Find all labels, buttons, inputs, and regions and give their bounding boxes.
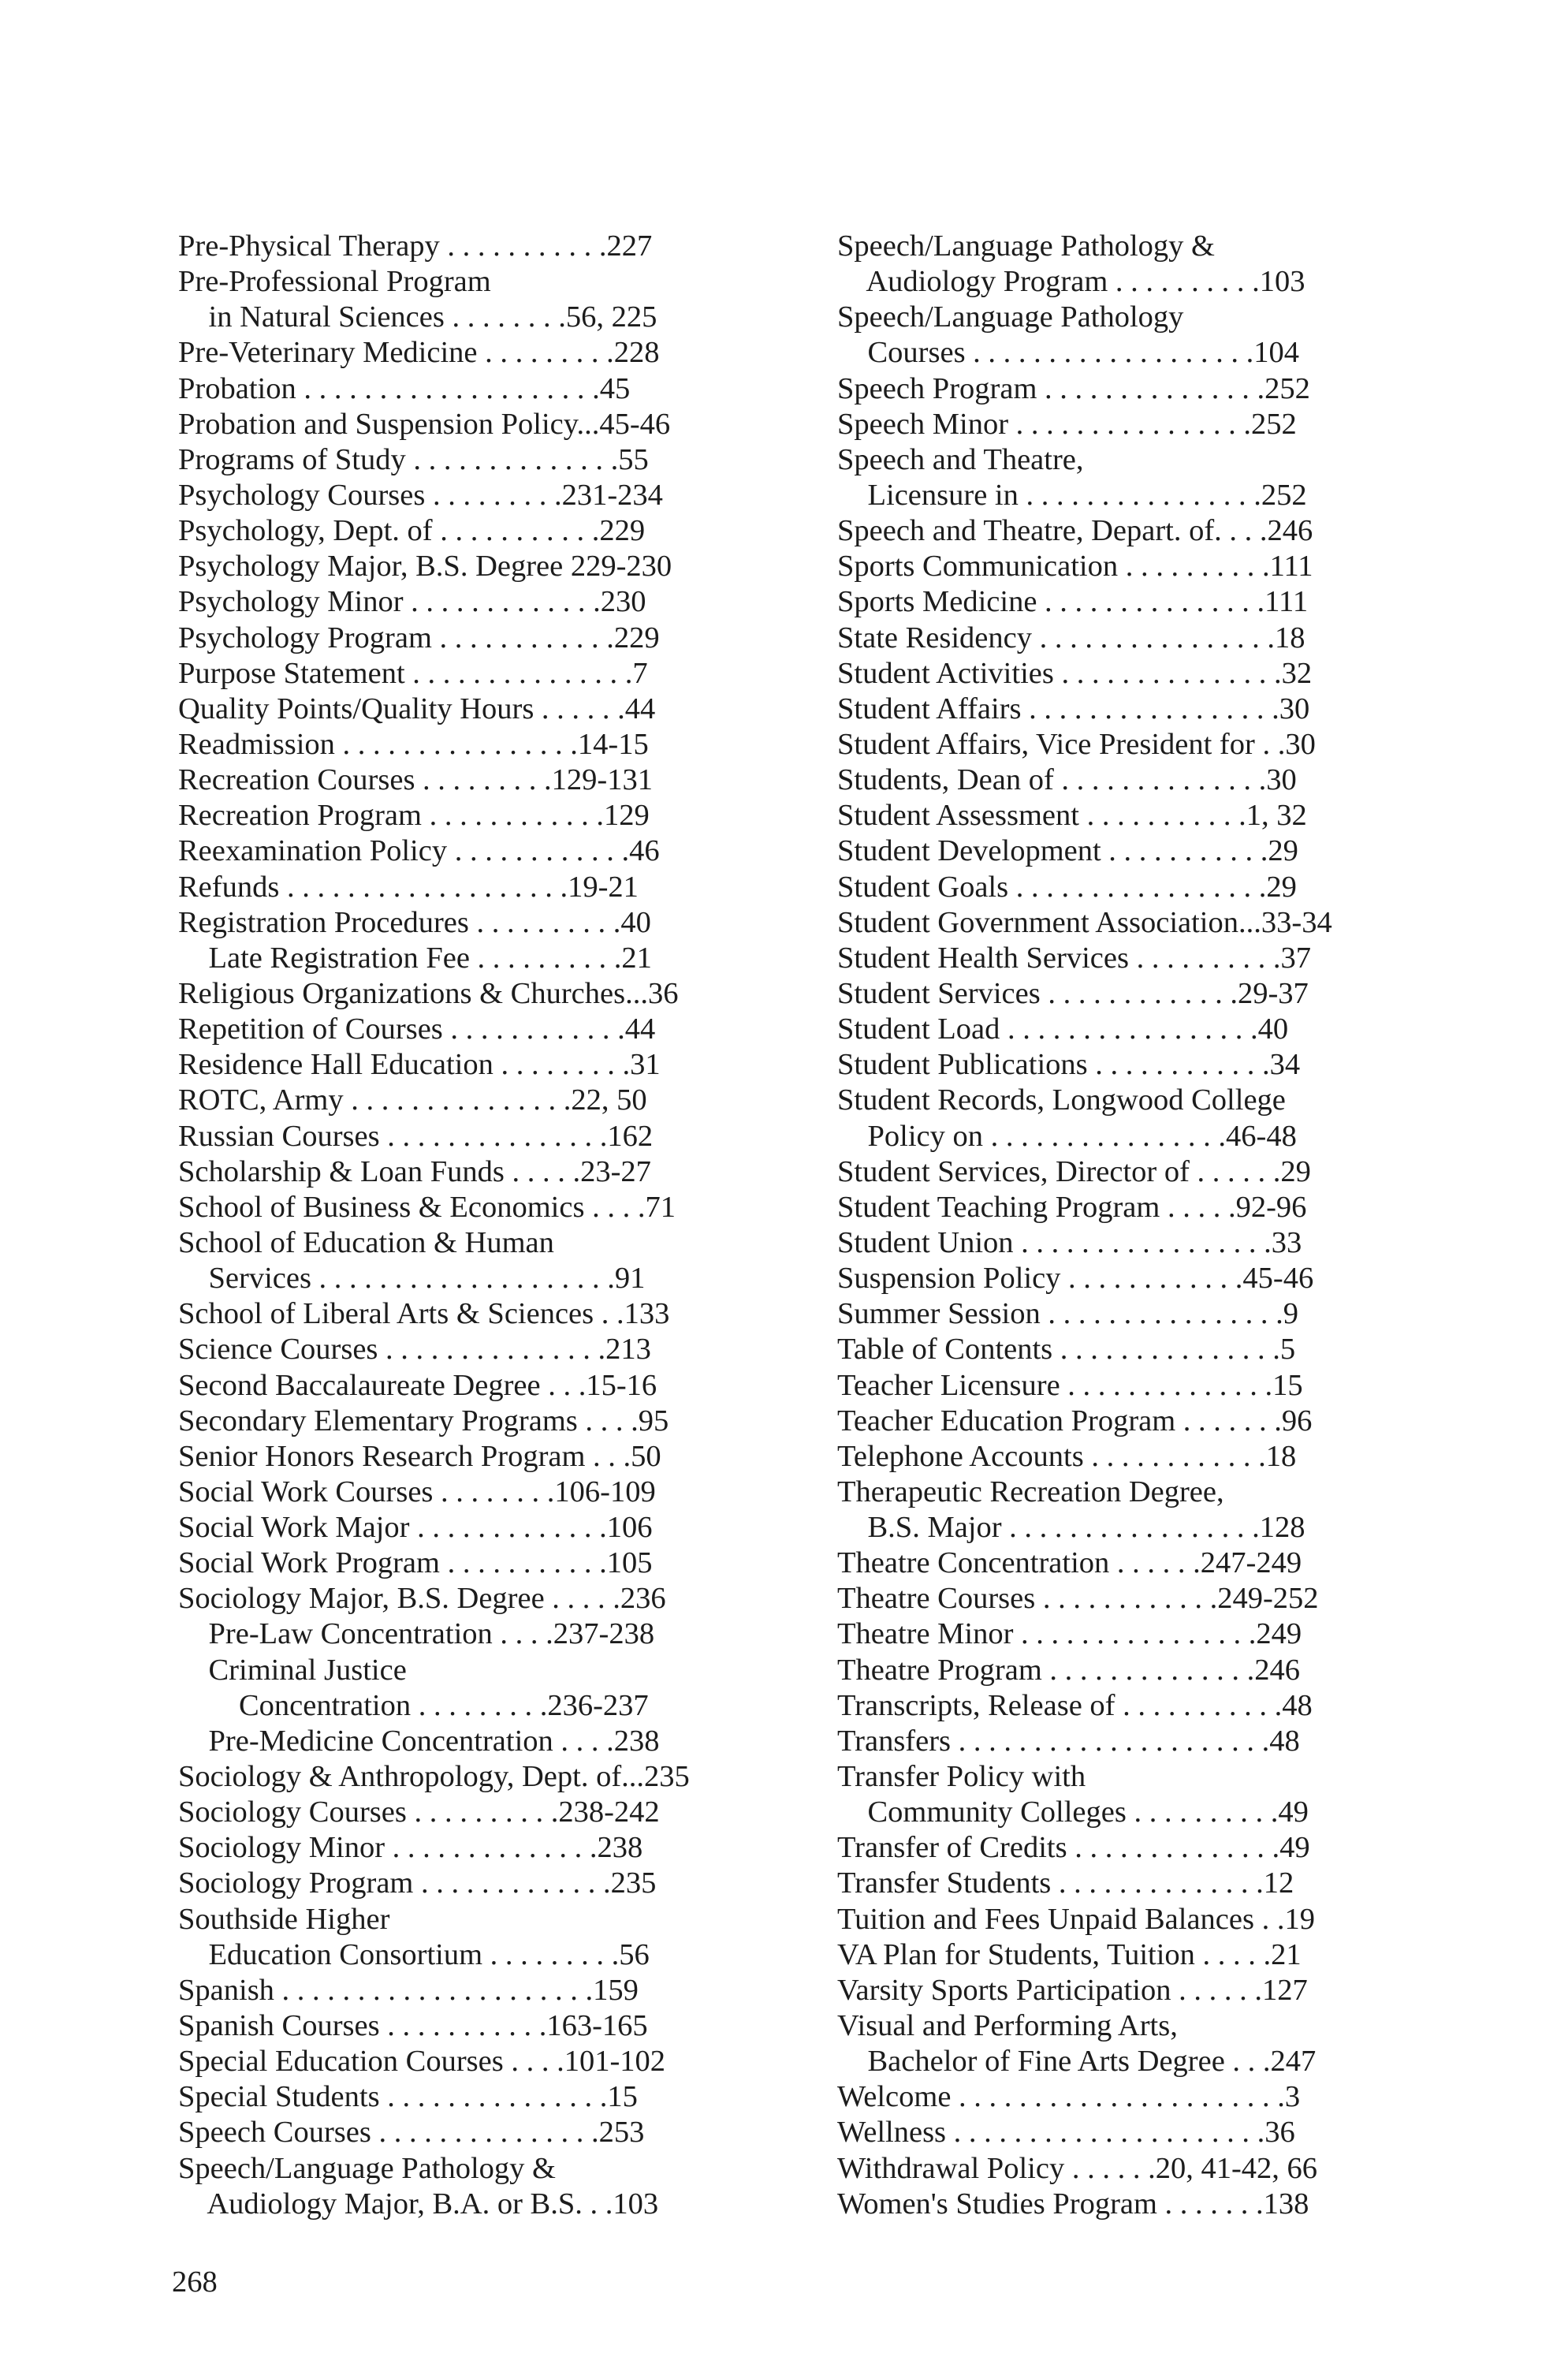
index-entry: Community Colleges . . . . . . . . . .49 bbox=[837, 1795, 1309, 1829]
index-entry: Sociology Program . . . . . . . . . . . . .235 bbox=[178, 1866, 657, 1900]
index-entry: Student Affairs, Vice President for . .30 bbox=[837, 727, 1316, 761]
index-entry: Pre-Medicine Concentration . . . .238 bbox=[178, 1724, 660, 1758]
index-entry: Speech Program . . . . . . . . . . . . . . .252 bbox=[837, 371, 1310, 405]
index-entry: Readmission . . . . . . . . . . . . . . . .14-15 bbox=[178, 727, 649, 761]
index-entry: School of Liberal Arts & Sciences . .133 bbox=[178, 1297, 670, 1331]
index-entry: Probation . . . . . . . . . . . . . . . . . . . .45 bbox=[178, 371, 631, 405]
index-entry: Senior Honors Research Program . . .50 bbox=[178, 1439, 661, 1473]
index-entry: Courses . . . . . . . . . . . . . . . . . . .104 bbox=[837, 336, 1300, 370]
index-entry: Student Assessment . . . . . . . . . . .1, 32 bbox=[837, 799, 1307, 833]
index-entry: Psychology Major, B.S. Degree 229-230 bbox=[178, 550, 672, 584]
index-entry: State Residency . . . . . . . . . . . . . . . .18 bbox=[837, 621, 1305, 654]
index-entry: Repetition of Courses . . . . . . . . . . . .44 bbox=[178, 1012, 656, 1046]
index-entry: Transcripts, Release of . . . . . . . . . . .48 bbox=[837, 1688, 1313, 1722]
index-entry: Student Activities . . . . . . . . . . . . . . .32 bbox=[837, 656, 1313, 690]
index-entry: Teacher Education Program . . . . . . .96 bbox=[837, 1404, 1313, 1437]
index-entry: Speech/Language Pathology & bbox=[837, 229, 1215, 263]
index-entry: Programs of Study . . . . . . . . . . . . . .55 bbox=[178, 442, 649, 476]
index-entry: Religious Organizations & Churches...36 bbox=[178, 976, 679, 1010]
index-entry: Welcome . . . . . . . . . . . . . . . . . . . . . .3 bbox=[837, 2080, 1301, 2114]
index-entry: Social Work Major . . . . . . . . . . . . .106 bbox=[178, 1511, 653, 1545]
index-entry: Theatre Concentration . . . . . .247-249 bbox=[837, 1546, 1302, 1580]
page-number: 268 bbox=[172, 2265, 218, 2299]
index-entry: Transfer Students . . . . . . . . . . . . . .12 bbox=[837, 1866, 1294, 1900]
index-entry: Sociology & Anthropology, Dept. of...235 bbox=[178, 1760, 690, 1794]
index-entry: Reexamination Policy . . . . . . . . . . . .46 bbox=[178, 834, 660, 868]
left-index-column bbox=[178, 229, 785, 2222]
index-entry: Spanish Courses . . . . . . . . . . .163-165 bbox=[178, 2009, 648, 2043]
index-entry: in Natural Sciences . . . . . . . .56, 225 bbox=[178, 300, 657, 334]
index-entry: Pre-Physical Therapy . . . . . . . . . . .227 bbox=[178, 229, 653, 263]
index-entry: Student Services, Director of . . . . . .29 bbox=[837, 1154, 1311, 1188]
index-entry: Suspension Policy . . . . . . . . . . . .45-46 bbox=[837, 1262, 1314, 1296]
index-entry: Student Load . . . . . . . . . . . . . . . . .40 bbox=[837, 1012, 1289, 1046]
index-entry: Sports Communication . . . . . . . . . .111 bbox=[837, 550, 1313, 584]
index-entry: Student Teaching Program . . . . .92-96 bbox=[837, 1190, 1307, 1224]
index-entry: Probation and Suspension Policy...45-46 bbox=[178, 407, 671, 441]
index-entry: Pre-Law Concentration . . . .237-238 bbox=[178, 1617, 655, 1651]
index-entry: Student Goals . . . . . . . . . . . . . . . . .29 bbox=[837, 870, 1297, 904]
index-entry: Registration Procedures . . . . . . . . . .40 bbox=[178, 905, 651, 939]
index-entry: Refunds . . . . . . . . . . . . . . . . . . .19-21 bbox=[178, 870, 639, 904]
index-entry: Psychology Minor . . . . . . . . . . . . .230 bbox=[178, 585, 646, 619]
index-entry: B.S. Major . . . . . . . . . . . . . . . . .128 bbox=[837, 1511, 1305, 1545]
index-entry: Residence Hall Education . . . . . . . . .31 bbox=[178, 1048, 661, 1082]
index-entry: Tuition and Fees Unpaid Balances . .19 bbox=[837, 1902, 1315, 1936]
index-entry: Psychology Courses . . . . . . . . .231-234 bbox=[178, 478, 663, 512]
index-entry: Late Registration Fee . . . . . . . . . .21 bbox=[178, 941, 652, 975]
index-entry: Speech and Theatre, Depart. of. . . .246 bbox=[837, 514, 1313, 548]
index-entry: Speech Minor . . . . . . . . . . . . . . . .252 bbox=[837, 407, 1297, 441]
index-entry: Licensure in . . . . . . . . . . . . . . . .252 bbox=[837, 478, 1307, 512]
index-entry: Speech/Language Pathology & bbox=[178, 2151, 556, 2185]
index-entry: Russian Courses . . . . . . . . . . . . . . .162 bbox=[178, 1119, 654, 1153]
index-entry: Speech/Language Pathology bbox=[837, 300, 1184, 334]
index-entry: School of Business & Economics . . . .71 bbox=[178, 1190, 676, 1224]
index-entry: Student Government Association...33-34 bbox=[837, 905, 1332, 939]
index-entry: Student Publications . . . . . . . . . . . .34 bbox=[837, 1048, 1301, 1082]
index-entry: Telephone Accounts . . . . . . . . . . . .18 bbox=[837, 1439, 1297, 1473]
index-entry: Southside Higher bbox=[178, 1902, 390, 1936]
index-entry: Pre-Veterinary Medicine . . . . . . . . .228 bbox=[178, 336, 660, 370]
index-entry: Concentration . . . . . . . . .236-237 bbox=[178, 1688, 649, 1722]
index-entry: Students, Dean of . . . . . . . . . . . . . .30 bbox=[837, 763, 1297, 797]
index-entry: Women's Studies Program . . . . . . .138 bbox=[837, 2187, 1309, 2221]
index-entry: Varsity Sports Participation . . . . . .127 bbox=[837, 1973, 1308, 2007]
index-entry: Withdrawal Policy . . . . . .20, 41-42, 66 bbox=[837, 2151, 1318, 2185]
index-entry: Student Records, Longwood College bbox=[837, 1083, 1286, 1117]
index-entry: Audiology Major, B.A. or B.S. . .103 bbox=[178, 2187, 659, 2221]
index-entry: Student Union . . . . . . . . . . . . . . . . .33 bbox=[837, 1225, 1302, 1259]
right-index-column bbox=[837, 229, 1421, 2222]
index-entry: Student Services . . . . . . . . . . . . .29-37 bbox=[837, 976, 1309, 1010]
index-entry: Policy on . . . . . . . . . . . . . . . .46-48 bbox=[837, 1119, 1297, 1153]
index-entry: Pre-Professional Program bbox=[178, 265, 491, 299]
index-entry: Therapeutic Recreation Degree, bbox=[837, 1475, 1224, 1508]
index-entry: Speech and Theatre, bbox=[837, 442, 1084, 476]
index-entry: Second Baccalaureate Degree . . .15-16 bbox=[178, 1368, 657, 1402]
index-entry: Sociology Major, B.S. Degree . . . . .236 bbox=[178, 1582, 666, 1616]
index-entry: Services . . . . . . . . . . . . . . . . . . . .91 bbox=[178, 1262, 646, 1296]
index-entry: Bachelor of Fine Arts Degree . . .247 bbox=[837, 2045, 1317, 2079]
index-entry: Social Work Courses . . . . . . . .106-109 bbox=[178, 1475, 656, 1508]
index-entry: School of Education & Human bbox=[178, 1225, 554, 1259]
index-entry: Criminal Justice bbox=[178, 1653, 407, 1687]
index-entry: Transfer Policy with bbox=[837, 1760, 1086, 1794]
index-entry: Scholarship & Loan Funds . . . . .23-27 bbox=[178, 1154, 651, 1188]
index-entry: Student Affairs . . . . . . . . . . . . . . . . .30 bbox=[837, 692, 1310, 725]
index-entry: Secondary Elementary Programs . . . .95 bbox=[178, 1404, 669, 1437]
index-entry: Audiology Program . . . . . . . . . .103 bbox=[837, 265, 1305, 299]
index-entry: Student Health Services . . . . . . . . . .37 bbox=[837, 941, 1311, 975]
index-entry: Visual and Performing Arts, bbox=[837, 2009, 1178, 2043]
index-entry: Sports Medicine . . . . . . . . . . . . . . .111 bbox=[837, 585, 1309, 619]
index-entry: VA Plan for Students, Tuition . . . . .21 bbox=[837, 1937, 1302, 1971]
index-entry: Science Courses . . . . . . . . . . . . . . .213 bbox=[178, 1333, 651, 1367]
index-entry: Sociology Minor . . . . . . . . . . . . . .238 bbox=[178, 1831, 643, 1865]
index-entry: Summer Session . . . . . . . . . . . . . . . .9 bbox=[837, 1297, 1299, 1331]
index-entry: Theatre Program . . . . . . . . . . . . . .246 bbox=[837, 1653, 1301, 1687]
index-entry: Transfer of Credits . . . . . . . . . . . . . .49 bbox=[837, 1831, 1310, 1865]
index-entry: Special Students . . . . . . . . . . . . . . .15 bbox=[178, 2080, 638, 2114]
index-entry: Recreation Courses . . . . . . . . .129-131 bbox=[178, 763, 653, 797]
index-entry: Transfers . . . . . . . . . . . . . . . . . . . . .48 bbox=[837, 1724, 1300, 1758]
index-entry: Theatre Courses . . . . . . . . . . . .249-252 bbox=[837, 1582, 1319, 1616]
index-entry: Student Development . . . . . . . . . . .29 bbox=[837, 834, 1298, 868]
index-entry: Education Consortium . . . . . . . . .56 bbox=[178, 1937, 650, 1971]
index-entry: Sociology Courses . . . . . . . . . .238-242 bbox=[178, 1795, 660, 1829]
index-entry: Teacher Licensure . . . . . . . . . . . . . .15 bbox=[837, 1368, 1303, 1402]
index-entry: Psychology Program . . . . . . . . . . . .229 bbox=[178, 621, 660, 654]
index-entry: Special Education Courses . . . .101-102 bbox=[178, 2045, 666, 2079]
index-entry: Social Work Program . . . . . . . . . . .105 bbox=[178, 1546, 653, 1580]
index-entry: Quality Points/Quality Hours . . . . . .44 bbox=[178, 692, 656, 725]
index-entry: Psychology, Dept. of . . . . . . . . . . .229 bbox=[178, 514, 646, 548]
index-entry: Purpose Statement . . . . . . . . . . . . . . .7 bbox=[178, 656, 648, 690]
index-entry: Table of Contents . . . . . . . . . . . . . . .5 bbox=[837, 1333, 1296, 1367]
index-entry: ROTC, Army . . . . . . . . . . . . . . .22, 50 bbox=[178, 1083, 647, 1117]
index-entry: Recreation Program . . . . . . . . . . . .129 bbox=[178, 799, 650, 833]
index-entry: Theatre Minor . . . . . . . . . . . . . . . .249 bbox=[837, 1617, 1302, 1651]
index-entry: Speech Courses . . . . . . . . . . . . . . .253 bbox=[178, 2116, 645, 2150]
index-entry: Spanish . . . . . . . . . . . . . . . . . . . . .159 bbox=[178, 1973, 639, 2007]
index-entry: Wellness . . . . . . . . . . . . . . . . . . . . .36 bbox=[837, 2116, 1295, 2150]
